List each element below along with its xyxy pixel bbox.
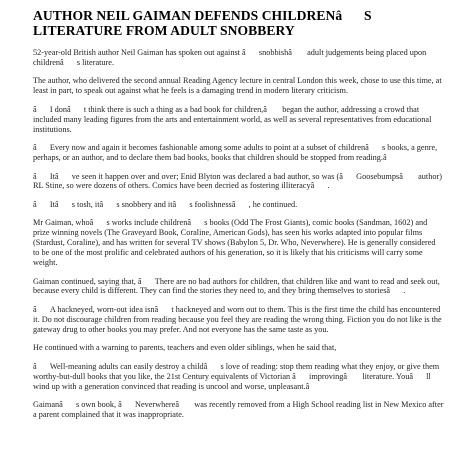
article-paragraph: âI donât think there is such a thing as a bad book for children,â began the author, addressing a crowd that included many leading figures from the arts and entertainment world, as well as several representatives from educational institutions. — [33, 104, 432, 134]
article-paragraph: Gaiman continued, saying that, âThere are no bad authors for children, that children like and want to read and seek out, because every child is different. They can find the stories they need to, and they bring themselves to storiesâ. — [33, 276, 440, 296]
article-paragraph: âA hackneyed, worn-out idea isnât hackneyed and worn out to them. This is the first time the child has encountered it. Do not discourage children from reading because you feel they are reading the wrong thing. Fiction you do not like is the gateway drug to other books you may prefer. And not everyone has the same taste as you. — [33, 304, 442, 334]
article-paragraph: âWell-meaning adults can easily destroy a childâs love of reading: stop them reading what they enjoy, or give them worthy-but-dull books that you like, the 21st Century equivalents of Victorian âimprovingâ literature. Youâll wind up with a generation convinced that reading is uncool and worse, unpleasant.â — [33, 361, 440, 391]
article-paragraph: Gaimanâs own book, âNeverwhereâ was recently removed from a High School reading list in New Mexico after a parent complained that it was inappropriate. — [33, 400, 444, 419]
article-paragraph: Mr Gaiman, whoâs works include childrenâs books (Odd The Frost Giants), comic books (Sandman, 1602) and prize winning novels (The Graveyard Book, Coraline, American Gods), has seen his works adapted into popular films (Stardust, Coraline), and has written for several TV shows (Babylon 5, Dr. Who, Neverwhere). He is generally considered to be one of the most prolific and celebrated authors of his generation, so it is likely that his criticisms will carry some weight. — [33, 218, 436, 268]
article-paragraph: âEvery now and again it becomes fashionable among some adults to point at a subset of childrenâs books, a genre, perhaps, or an author, and to declare them bad books, books that children should be stopped from reading.â — [33, 143, 438, 163]
article-paragraph: âItâs tosh, itâs snobbery and itâs foolishnessâ, he continued. — [33, 199, 298, 209]
article-paragraph: âItâve seen it happen over and over; Enid Blyton was declared a bad author, so was (âGoosebumpsâ author) RL Stine, so were dozens of others. Comics have been decried as fostering illiteracyâ. — [33, 171, 442, 191]
article-title: AUTHOR NEIL GAIMAN DEFENDS CHILDRENâS LITERATURE FROM ADULT SNOBBERY — [33, 8, 372, 38]
article-paragraph: 52-year-old British author Neil Gaiman has spoken out against âsnobbishâ adult judgements being placed upon childrenâs literature. — [33, 48, 427, 67]
article-paragraph: The author, who delivered the second annual Reading Agency lecture in central London this week, chose to use this time, at least in part, to speak out against what he feels is a damaging trend in modern literary criticism. — [33, 76, 442, 96]
article-paragraph: He continued with a warning to parents, teachers and even older siblings, when he said that, — [33, 343, 337, 353]
